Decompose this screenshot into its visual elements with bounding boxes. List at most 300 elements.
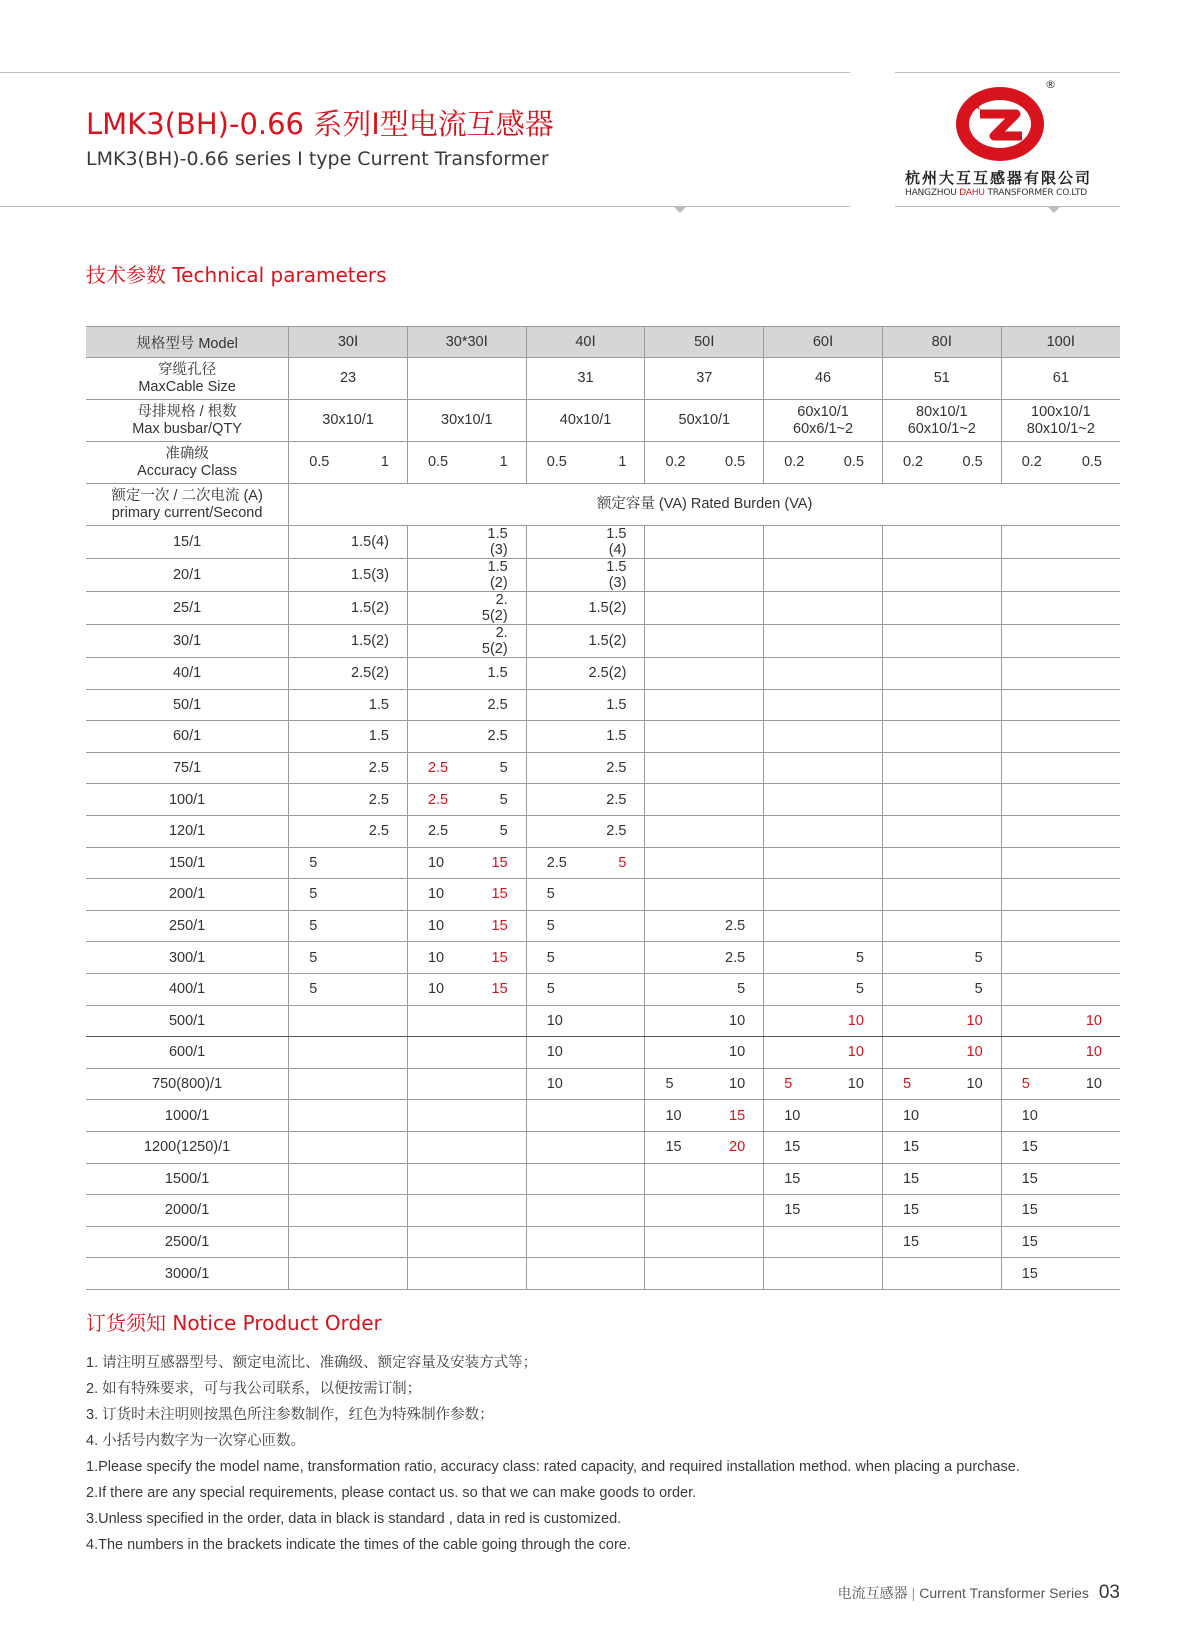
burden-cell bbox=[467, 1226, 526, 1258]
busbar-cell: 40x10/1 bbox=[526, 400, 645, 442]
table-row bbox=[86, 1226, 1120, 1258]
burden-cell bbox=[526, 526, 585, 559]
cable-size-cell: 51 bbox=[882, 358, 1001, 400]
burden-cell bbox=[645, 592, 704, 625]
burden-cell: 1.5(2) bbox=[586, 592, 645, 625]
burden-cell bbox=[1001, 1005, 1060, 1037]
burden-cell: 10 bbox=[704, 1037, 763, 1069]
burden-cell bbox=[586, 1163, 645, 1195]
burden-cell bbox=[823, 559, 882, 592]
burden-cell bbox=[289, 815, 348, 847]
burden-cell: 2. 5(2) bbox=[467, 625, 526, 658]
burden-cell bbox=[526, 1100, 585, 1132]
burden-cell: 2.5 bbox=[407, 815, 466, 847]
burden-cell bbox=[348, 910, 407, 942]
burden-cell bbox=[1061, 752, 1120, 784]
burden-cell bbox=[348, 1131, 407, 1163]
accuracy-cell: 0.5 bbox=[823, 442, 882, 484]
logo-rule-notch bbox=[1047, 206, 1061, 213]
burden-cell: 1.5(2) bbox=[348, 625, 407, 658]
burden-cell bbox=[823, 847, 882, 879]
burden-cell bbox=[645, 658, 704, 690]
cable-size-cell: 31 bbox=[526, 358, 645, 400]
burden-cell bbox=[407, 592, 466, 625]
burden-cell bbox=[942, 910, 1001, 942]
burden-cell bbox=[704, 526, 763, 559]
burden-cell bbox=[348, 973, 407, 1005]
burden-cell bbox=[1001, 942, 1060, 974]
burden-cell bbox=[645, 625, 704, 658]
burden-cell bbox=[704, 592, 763, 625]
burden-cell bbox=[526, 1258, 585, 1290]
burden-cell bbox=[823, 658, 882, 690]
burden-cell bbox=[1001, 910, 1060, 942]
burden-cell: 1.5(2) bbox=[348, 592, 407, 625]
burden-cell bbox=[289, 1195, 348, 1227]
burden-cell bbox=[526, 592, 585, 625]
burden-cell bbox=[764, 910, 823, 942]
burden-cell bbox=[289, 625, 348, 658]
accuracy-cell: 0.5 bbox=[704, 442, 763, 484]
cable-size-cell: 37 bbox=[645, 358, 764, 400]
burden-cell bbox=[407, 1163, 466, 1195]
burden-cell bbox=[526, 784, 585, 816]
burden-cell bbox=[526, 1195, 585, 1227]
burden-cell bbox=[289, 1100, 348, 1132]
busbar-row bbox=[86, 400, 1120, 442]
burden-cell: 2.5(2) bbox=[348, 658, 407, 690]
note-en-4: 4.The numbers in the brackets indicate the times of the cable going through the core. bbox=[86, 1537, 631, 1553]
cable-size-cell bbox=[407, 358, 526, 400]
burden-cell bbox=[1061, 815, 1120, 847]
burden-cell bbox=[1001, 689, 1060, 721]
burden-cell bbox=[1001, 784, 1060, 816]
burden-cell: 5 bbox=[882, 1068, 941, 1100]
page-footer bbox=[838, 1582, 1120, 1604]
footer-separator: | bbox=[911, 1585, 916, 1601]
burden-cell bbox=[645, 752, 704, 784]
burden-cell: 1.5 (2) bbox=[467, 559, 526, 592]
burden-cell bbox=[289, 1226, 348, 1258]
burden-cell: 2.5 bbox=[526, 847, 585, 879]
burden-cell bbox=[586, 1226, 645, 1258]
burden-cell bbox=[1001, 526, 1060, 559]
table-row bbox=[86, 1163, 1120, 1195]
burden-cell: 15 bbox=[467, 910, 526, 942]
table-row bbox=[86, 752, 1120, 784]
burden-cell: 10 bbox=[1061, 1068, 1120, 1100]
burden-cell bbox=[586, 1100, 645, 1132]
burden-cell: 2.5 bbox=[348, 784, 407, 816]
ratio-cell: 40/1 bbox=[86, 658, 289, 690]
burden-cell bbox=[882, 592, 941, 625]
busbar-cell: 30x10/1 bbox=[407, 400, 526, 442]
burden-cell: 5 bbox=[586, 847, 645, 879]
burden-cell bbox=[764, 815, 823, 847]
table-row bbox=[86, 1131, 1120, 1163]
burden-cell bbox=[289, 559, 348, 592]
burden-cell bbox=[764, 1005, 823, 1037]
burden-cell: 15 bbox=[645, 1131, 704, 1163]
burden-cell bbox=[1001, 752, 1060, 784]
ratio-cell: 1200(1250)/1 bbox=[86, 1131, 289, 1163]
note-cn-1: 1. 请注明互感器型号、额定电流比、准确级、额定容量及安装方式等； bbox=[86, 1355, 538, 1371]
burden-cell: 10 bbox=[1001, 1100, 1060, 1132]
ratio-cell: 600/1 bbox=[86, 1037, 289, 1069]
burden-cell bbox=[704, 815, 763, 847]
burden-cell bbox=[1061, 973, 1120, 1005]
burden-cell bbox=[1001, 815, 1060, 847]
table-header-row bbox=[86, 327, 1120, 358]
burden-cell bbox=[882, 1258, 941, 1290]
burden-cell bbox=[586, 1131, 645, 1163]
note-cn-4: 4. 小括号内数字为一次穿心匝数。 bbox=[86, 1433, 306, 1449]
burden-cell bbox=[1001, 658, 1060, 690]
burden-cell bbox=[348, 1163, 407, 1195]
burden-cell bbox=[289, 721, 348, 753]
burden-cell bbox=[467, 1037, 526, 1069]
burden-cell bbox=[526, 689, 585, 721]
burden-cell bbox=[704, 1163, 763, 1195]
ratio-cell: 250/1 bbox=[86, 910, 289, 942]
burden-cell bbox=[882, 815, 941, 847]
burden-cell: 15 bbox=[467, 942, 526, 974]
page-title-en: LMK3(BH)-0.66 series Ⅰ type Current Transformer bbox=[86, 148, 549, 170]
cell-line: 60x10/1 bbox=[797, 403, 849, 420]
burden-cell bbox=[764, 973, 823, 1005]
header-rule-notch bbox=[673, 206, 687, 213]
burden-cell bbox=[289, 1131, 348, 1163]
burden-cell bbox=[764, 1226, 823, 1258]
burden-cell: 10 bbox=[764, 1100, 823, 1132]
burden-cell bbox=[942, 721, 1001, 753]
ratio-cell: 20/1 bbox=[86, 559, 289, 592]
burden-cell bbox=[1061, 526, 1120, 559]
burden-cell bbox=[1061, 784, 1120, 816]
burden-cell bbox=[526, 1131, 585, 1163]
burden-cell bbox=[1061, 559, 1120, 592]
burden-cell bbox=[586, 1195, 645, 1227]
burden-cell: 2.5 bbox=[586, 784, 645, 816]
burden-cell bbox=[645, 1258, 704, 1290]
busbar-label bbox=[86, 400, 289, 442]
burden-cell bbox=[1001, 847, 1060, 879]
burden-cell: 15 bbox=[467, 879, 526, 911]
burden-cell bbox=[942, 815, 1001, 847]
burden-cell bbox=[1061, 1258, 1120, 1290]
burden-cell bbox=[467, 1068, 526, 1100]
burden-cell bbox=[407, 1068, 466, 1100]
busbar-cell bbox=[882, 400, 1001, 442]
burden-cell bbox=[823, 625, 882, 658]
accuracy-cell: 0.5 bbox=[1061, 442, 1120, 484]
table-row bbox=[86, 625, 1120, 658]
accuracy-cell: 0.2 bbox=[645, 442, 704, 484]
burden-cell bbox=[289, 526, 348, 559]
burden-cell bbox=[764, 559, 823, 592]
burden-cell: 5 bbox=[1001, 1068, 1060, 1100]
burden-cell bbox=[645, 815, 704, 847]
burden-cell: 5 bbox=[942, 942, 1001, 974]
burden-cell: 5 bbox=[289, 847, 348, 879]
table-row bbox=[86, 526, 1120, 559]
parameters-table bbox=[86, 326, 1120, 1290]
header-bottom-rule bbox=[0, 206, 850, 207]
burden-cell bbox=[467, 1163, 526, 1195]
burden-cell: 5 bbox=[526, 973, 585, 1005]
burden-cell: 1.5 bbox=[348, 721, 407, 753]
burden-cell bbox=[823, 592, 882, 625]
ratio-cell: 1500/1 bbox=[86, 1163, 289, 1195]
burden-cell: 2.5 bbox=[704, 910, 763, 942]
burden-cell bbox=[348, 847, 407, 879]
ratio-cell: 150/1 bbox=[86, 847, 289, 879]
ratio-cell: 2000/1 bbox=[86, 1195, 289, 1227]
cell-line: 额定一次 / 二次电流 (A) bbox=[111, 487, 263, 504]
burden-cell bbox=[1001, 592, 1060, 625]
burden-cell bbox=[882, 879, 941, 911]
burden-cell: 2. 5(2) bbox=[467, 592, 526, 625]
ratio-cell: 25/1 bbox=[86, 592, 289, 625]
burden-cell bbox=[1061, 1226, 1120, 1258]
burden-cell bbox=[942, 592, 1001, 625]
ratio-cell: 15/1 bbox=[86, 526, 289, 559]
burden-cell bbox=[823, 1195, 882, 1227]
ratio-cell: 200/1 bbox=[86, 879, 289, 911]
burden-cell bbox=[823, 752, 882, 784]
cable-size-cell: 23 bbox=[289, 358, 408, 400]
burden-cell bbox=[348, 1005, 407, 1037]
burden-cell bbox=[526, 815, 585, 847]
note-en-1: 1.Please specify the model name, transformation ratio, accuracy class: rated capacity, and required installation method. when placing a purchase. bbox=[86, 1459, 1020, 1475]
burden-cell: 10 bbox=[526, 1005, 585, 1037]
burden-cell: 10 bbox=[526, 1068, 585, 1100]
burden-cell bbox=[348, 1226, 407, 1258]
ratio-cell: 500/1 bbox=[86, 1005, 289, 1037]
ratio-cell: 3000/1 bbox=[86, 1258, 289, 1290]
burden-cell bbox=[823, 815, 882, 847]
burden-cell bbox=[1001, 625, 1060, 658]
burden-cell: 5 bbox=[823, 942, 882, 974]
burden-cell: 10 bbox=[823, 1037, 882, 1069]
cell-line: 母排规格 / 根数 bbox=[137, 403, 237, 420]
table-row bbox=[86, 973, 1120, 1005]
busbar-cell bbox=[1001, 400, 1120, 442]
burden-cell bbox=[407, 625, 466, 658]
burden-cell: 10 bbox=[942, 1037, 1001, 1069]
burden-cell: 5 bbox=[467, 784, 526, 816]
burden-cell bbox=[942, 784, 1001, 816]
burden-cell bbox=[1061, 1195, 1120, 1227]
burden-cell bbox=[1001, 1037, 1060, 1069]
burden-cell: 15 bbox=[764, 1195, 823, 1227]
burden-cell: 10 bbox=[704, 1005, 763, 1037]
burden-cell bbox=[942, 752, 1001, 784]
burden-cell bbox=[823, 879, 882, 911]
burden-cell bbox=[289, 658, 348, 690]
burden-cell bbox=[586, 1037, 645, 1069]
burden-cell bbox=[764, 689, 823, 721]
accuracy-cell: 1 bbox=[586, 442, 645, 484]
burden-cell bbox=[645, 879, 704, 911]
burden-cell bbox=[526, 658, 585, 690]
burden-cell bbox=[1061, 625, 1120, 658]
table-row bbox=[86, 1005, 1120, 1037]
model-header: 60Ⅰ bbox=[764, 327, 883, 358]
burden-cell bbox=[823, 784, 882, 816]
cell-line: MaxCable Size bbox=[138, 378, 236, 395]
burden-cell bbox=[1061, 658, 1120, 690]
burden-cell bbox=[764, 752, 823, 784]
table-row bbox=[86, 815, 1120, 847]
burden-cell bbox=[407, 721, 466, 753]
burden-cell bbox=[704, 879, 763, 911]
cell-line: Max busbar/QTY bbox=[132, 420, 242, 437]
burden-cell bbox=[942, 1163, 1001, 1195]
burden-cell bbox=[882, 559, 941, 592]
table-row bbox=[86, 910, 1120, 942]
burden-cell bbox=[882, 910, 941, 942]
burden-cell: 1.5(3) bbox=[348, 559, 407, 592]
cell-line: 60x10/1~2 bbox=[907, 420, 976, 437]
burden-cell bbox=[586, 942, 645, 974]
burden-cell bbox=[882, 658, 941, 690]
burden-cell bbox=[882, 721, 941, 753]
burden-cell bbox=[289, 1258, 348, 1290]
note-cn-2: 2. 如有特殊要求，可与我公司联系，以便按需订制； bbox=[86, 1381, 422, 1397]
burden-cell bbox=[586, 1005, 645, 1037]
burden-cell: 10 bbox=[407, 973, 466, 1005]
ratio-cell: 300/1 bbox=[86, 942, 289, 974]
company-en-brand: DAHU bbox=[959, 188, 985, 198]
burden-cell bbox=[645, 847, 704, 879]
ratio-cell: 2500/1 bbox=[86, 1226, 289, 1258]
ratio-cell: 30/1 bbox=[86, 625, 289, 658]
burden-cell bbox=[764, 1258, 823, 1290]
model-header: 80Ⅰ bbox=[882, 327, 1001, 358]
busbar-cell bbox=[764, 400, 883, 442]
burden-cell bbox=[645, 1005, 704, 1037]
burden-cell bbox=[882, 625, 941, 658]
burden-cell bbox=[1061, 847, 1120, 879]
burden-cell bbox=[882, 526, 941, 559]
burden-cell: 5 bbox=[645, 1068, 704, 1100]
burden-cell: 20 bbox=[704, 1131, 763, 1163]
cable-size-row bbox=[86, 358, 1120, 400]
cell-line: 80x10/1~2 bbox=[1026, 420, 1095, 437]
burden-cell bbox=[348, 942, 407, 974]
burden-cell: 10 bbox=[823, 1005, 882, 1037]
burden-cell bbox=[1061, 1100, 1120, 1132]
burden-cell: 15 bbox=[764, 1131, 823, 1163]
burden-cell: 15 bbox=[882, 1131, 941, 1163]
burden-cell: 10 bbox=[1061, 1037, 1120, 1069]
burden-cell bbox=[823, 1100, 882, 1132]
burden-cell: 5 bbox=[704, 973, 763, 1005]
burden-cell bbox=[764, 784, 823, 816]
burden-cell bbox=[645, 689, 704, 721]
burden-cell bbox=[1001, 879, 1060, 911]
ratio-cell: 100/1 bbox=[86, 784, 289, 816]
cell-line: Accuracy Class bbox=[137, 462, 238, 479]
burden-cell: 15 bbox=[1001, 1163, 1060, 1195]
cell-line: 80x10/1 bbox=[916, 403, 968, 420]
accuracy-row bbox=[86, 442, 1120, 484]
burden-cell bbox=[704, 784, 763, 816]
burden-cell bbox=[764, 942, 823, 974]
note-en-3: 3.Unless specified in the order, data in black is standard , data in red is customized. bbox=[86, 1511, 622, 1527]
burden-cell bbox=[526, 559, 585, 592]
burden-cell bbox=[645, 942, 704, 974]
cable-size-cell: 61 bbox=[1001, 358, 1120, 400]
burden-cell bbox=[407, 559, 466, 592]
accuracy-cell: 0.2 bbox=[764, 442, 823, 484]
burden-cell bbox=[764, 592, 823, 625]
accuracy-cell: 0.5 bbox=[289, 442, 348, 484]
burden-cell: 5 bbox=[526, 910, 585, 942]
burden-cell: 1.5(2) bbox=[586, 625, 645, 658]
busbar-cell: 30x10/1 bbox=[289, 400, 408, 442]
burden-cell bbox=[407, 1195, 466, 1227]
burden-cell bbox=[289, 752, 348, 784]
table-row bbox=[86, 592, 1120, 625]
burden-cell bbox=[645, 1195, 704, 1227]
ratio-cell: 50/1 bbox=[86, 689, 289, 721]
burden-cell bbox=[1001, 721, 1060, 753]
burden-cell: 2.5 bbox=[407, 752, 466, 784]
burden-cell bbox=[407, 526, 466, 559]
burden-cell bbox=[882, 942, 941, 974]
burden-cell: 2.5 bbox=[704, 942, 763, 974]
burden-cell bbox=[823, 1258, 882, 1290]
burden-cell: 2.5 bbox=[467, 721, 526, 753]
burden-cell: 1.5 (3) bbox=[467, 526, 526, 559]
accuracy-cell: 1 bbox=[348, 442, 407, 484]
burden-cell bbox=[526, 752, 585, 784]
burden-cell bbox=[823, 689, 882, 721]
burden-cell bbox=[764, 625, 823, 658]
ratio-cell: 1000/1 bbox=[86, 1100, 289, 1132]
logo-top-rule bbox=[895, 72, 1120, 73]
burden-cell bbox=[704, 658, 763, 690]
table-row bbox=[86, 1195, 1120, 1227]
burden-header-row bbox=[86, 484, 1120, 526]
burden-cell bbox=[942, 1195, 1001, 1227]
burden-cell bbox=[645, 784, 704, 816]
table-row bbox=[86, 1258, 1120, 1290]
burden-cell bbox=[586, 1068, 645, 1100]
registered-mark: ® bbox=[1045, 78, 1056, 91]
burden-cell bbox=[823, 1131, 882, 1163]
table-row bbox=[86, 559, 1120, 592]
cell-line: 准确级 bbox=[165, 445, 209, 462]
burden-cell bbox=[645, 973, 704, 1005]
burden-cell: 10 bbox=[942, 1068, 1001, 1100]
ratio-cell: 75/1 bbox=[86, 752, 289, 784]
burden-cell bbox=[704, 1258, 763, 1290]
company-en-part-c: TRANSFORMER CO.LTD bbox=[984, 188, 1087, 198]
burden-cell bbox=[882, 1037, 941, 1069]
burden-cell bbox=[645, 559, 704, 592]
cable-size-cell: 46 bbox=[764, 358, 883, 400]
model-label: 规格型号 Model bbox=[86, 327, 289, 358]
burden-cell bbox=[1001, 559, 1060, 592]
burden-cell bbox=[704, 847, 763, 879]
burden-cell bbox=[645, 1163, 704, 1195]
burden-cell bbox=[942, 689, 1001, 721]
burden-cell bbox=[882, 689, 941, 721]
burden-cell bbox=[704, 752, 763, 784]
